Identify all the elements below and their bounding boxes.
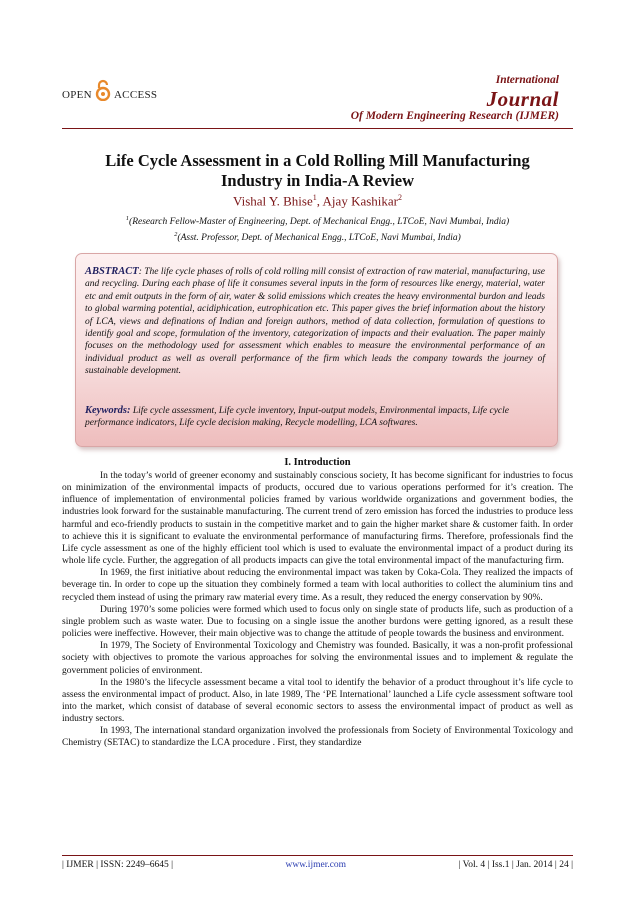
keywords xyxy=(85,405,545,430)
title-line-1: Life Cycle Assessment in a Cold Rolling Mill Manufacturing xyxy=(105,151,530,170)
footer-journal-issn: | IJMER | ISSN: 2249–6645 | xyxy=(62,860,174,870)
affiliation-text: (Research Fellow-Master of Engineering, Dept. of Mechanical Engg., LTCoE, Navi Mumbai, India) xyxy=(129,217,510,228)
author-list xyxy=(62,193,573,209)
footer-divider xyxy=(62,855,573,856)
journal-line-international: International xyxy=(495,74,559,86)
paragraph: In the today’s world of greener economy and sustainably conscious society, It has become significant for industries to focus on minimization of the environmental impacts of products, occured due to various operations performed for it’s creation. The influence of implementation of environmental policies framed by various worldwide organizations and government bodies, the industries look forward for the sustainable manufacturing. The current trend of zero emission has forced the industries to produce less harmful and eco-friendly products to sustain in the competitive market and to gain the higher market share & customer faith. In order to achieve this it is significant to evaluate the environmental performance of manufacturing firms. Therefore, professionals find the Life cycle assessment as one of the highly efficient tool which is used to evaluate the environmental impact of a product during its whole life cycle. Further, the aggregation of all products impacts can give the total environmental impact of the manufacturing firm. xyxy=(62,471,573,567)
open-text: OPEN xyxy=(62,89,92,101)
affiliations xyxy=(70,213,565,244)
affiliation-2 xyxy=(70,229,565,245)
paragraph: During 1970’s some policies were formed which used to focus only on single state of products life, such as production of a single problem such as waste water. Due to focusing on a single issue the another burdons were getting ignored, as a result these policies were ineffective. However, their main objective was to change the attitude of people towards the business and environment. xyxy=(62,604,573,640)
paragraph: In 1969, the first initiative about reducing the environmental impact was taken by Coka-Cola. They realized the impacts of beverage tin. In order to cope up the situation they combinely formed a team with local authorities to collect the aluminium tins and recycled them instead of using the primary raw material every time. As a result, they reduced the energy conservation by 90%. xyxy=(62,568,573,603)
paper-title xyxy=(62,151,573,191)
access-text: ACCESS xyxy=(113,89,158,101)
header-divider xyxy=(62,128,573,129)
keywords-list: Life cycle assessment, Life cycle inventory, Input-output models, Environmental impacts, Life cycle performance indicators, Life cycle decision making, Recycle modelling, LCA softwares. xyxy=(85,406,509,429)
journal-header xyxy=(351,74,559,123)
paragraph: In 1993, The international standard organization involved the professionals from Society of Environmental Toxicology and Chemistry (SETAC) to standardize the LCA procedure . First, they standardize xyxy=(62,726,573,749)
title-line-2: Industry in India-A Review xyxy=(221,171,414,190)
open-access-label xyxy=(62,85,157,105)
affiliation-text: (Asst. Professor, Dept. of Mechanical Engg., LTCoE, Navi Mumbai, India) xyxy=(177,232,461,243)
affiliation-1 xyxy=(70,213,565,229)
author-affiliation-mark: 2 xyxy=(398,193,402,202)
footer-website-link[interactable]: www.ijmer.com xyxy=(285,860,347,870)
abstract-body: : The life cycle phases of rolls of cold rolling mill consist of extraction of raw material, manufacturing, use and recycling. During each phase of life it consumes several inputs in the form of resources like energy, material, water etc and emit outputs in the form of air, water & solid emissions which creates the heavy environmental burdon and leads to global warming potential, acidiphication, eutrophication etc. This paper gives the brief information about the history of LCA, views and definations of Indian and foreign authors, method of data collection, formulation of questions to identify goal and scope, formulation of the inventory, categorization of impacts and their evaluation. The paper mainly focuses on the methodology used for assessment which enables to measure the environmental performance of an individual product as well as overall performance of the firm which leads the company towards the journey of sustainable development. xyxy=(85,267,545,377)
journal-line-journal: Journal xyxy=(486,87,559,111)
journal-line-name: Of Modern Engineering Research (IJMER) xyxy=(350,110,559,122)
paragraph: In the 1980’s the lifecycle assessment became a vital tool to identify the behavior of a product throughout it’s life cycle to assess the environmental impact of product. Also, in late 1989, The ‘PE International’ launched a Life cycle assessment software tool into the market, which consist of database of several economic sectors to assess the environmental impact of product as well as industry sectors. xyxy=(62,677,573,725)
author-affiliation-mark: 1 xyxy=(312,193,317,202)
affiliation-mark: 2 xyxy=(174,230,178,238)
abstract-label: ABSTRACT xyxy=(85,266,139,277)
abstract xyxy=(85,266,545,378)
paragraph: In 1979, The Society of Environmental Toxicology and Chemistry was founded. Basically, it was a non-profit professional society with objectives to promote the various approaches for solving the environmental issues and to implement & regulate the government policies of environment. xyxy=(62,641,573,676)
author-name: Ajay Kashikar xyxy=(322,193,398,209)
section-heading: I. Introduction xyxy=(284,457,351,468)
body-text xyxy=(62,470,573,750)
affiliation-mark: 1 xyxy=(125,215,130,222)
author-separator: , xyxy=(316,193,323,209)
page-footer xyxy=(62,860,573,870)
footer-volume-page: | Vol. 4 | Iss.1 | Jan. 2014 | 24 | xyxy=(458,860,573,870)
open-access-lock-icon xyxy=(93,79,113,101)
keywords-label: Keywords: xyxy=(85,405,131,416)
author-name: Vishal Y. Bhise xyxy=(232,193,313,209)
